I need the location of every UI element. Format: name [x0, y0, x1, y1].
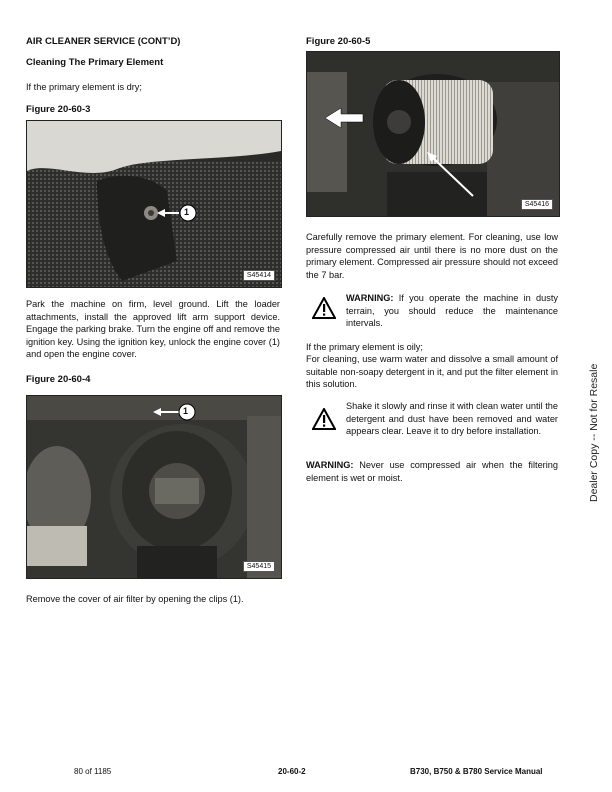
warning-label: WARNING:: [306, 460, 354, 470]
figure-photo-primary-element: [306, 51, 560, 217]
manual-title: B730, B750 & B780 Service Manual: [410, 767, 543, 776]
callout-arrow: [27, 121, 281, 287]
subsection-title: Cleaning The Primary Element: [26, 57, 164, 68]
callout-arrow: [27, 396, 281, 578]
figure-caption-20-60-5: Figure 20-60-5: [306, 36, 371, 47]
figure-caption-20-60-3: Figure 20-60-3: [26, 104, 91, 115]
figure-caption-20-60-4: Figure 20-60-4: [26, 374, 91, 385]
photo-id-label: S45415: [243, 561, 275, 572]
warning-label: WARNING:: [346, 293, 394, 303]
page-number: 20-60-2: [278, 767, 306, 776]
callout-number: 1: [183, 406, 189, 416]
warning-triangle-icon: [312, 297, 336, 319]
warning-dusty-terrain: [346, 292, 558, 330]
warning-triangle-icon: [312, 408, 336, 430]
callout-number: 1: [184, 207, 190, 217]
warning-compressed-air: [306, 459, 558, 484]
photo-id-label: S45416: [521, 199, 553, 210]
intro-dry-text: If the primary element is dry;: [26, 82, 142, 92]
figure-photo-air-filter-cover: [26, 395, 282, 579]
intro-oily-text: If the primary element is oily;: [306, 342, 423, 352]
section-title: AIR CLEANER SERVICE (CONT’D): [26, 36, 181, 47]
page-count: 80 of 1185: [74, 767, 112, 776]
direction-arrows: [307, 52, 559, 216]
dealer-copy-watermark: Dealer Copy -- Not for Resale: [588, 363, 600, 502]
warning-text: Never use compressed air when the filtering element is wet or moist.: [306, 460, 558, 483]
warm-water-paragraph: For cleaning, use warm water and dissolve a small amount of suitable non-soapy detergent in it, and put the filter element in this solution.: [306, 354, 558, 390]
remove-element-paragraph: Carefully remove the primary element. For cleaning, use low pressure compressed air until there is no more dust on the primary element. Compressed air pressure should not exceed the 7 bar.: [306, 232, 558, 280]
photo-id-label: S45414: [243, 270, 275, 281]
figure-photo-engine-cover: [26, 120, 282, 288]
rinse-instructions: Shake it slowly and rinse it with clean water until the detergent and dust have been removed and water appears clear. Leave it to dry before installation.: [346, 401, 558, 437]
remove-cover-paragraph: Remove the cover of air filter by opening the clips (1).: [26, 594, 244, 604]
warning-text: If you operate the machine in dusty terrain, you should reduce the maintenance intervals.: [346, 293, 558, 329]
park-machine-paragraph: Park the machine on firm, level ground. Lift the loader attachments, install the approved lift arm support device. Engage the parking brake. Turn the engine off and remove the ignition key. Using the ignition key, unlock the engine cover (1) and open the engine cover.: [26, 299, 280, 360]
